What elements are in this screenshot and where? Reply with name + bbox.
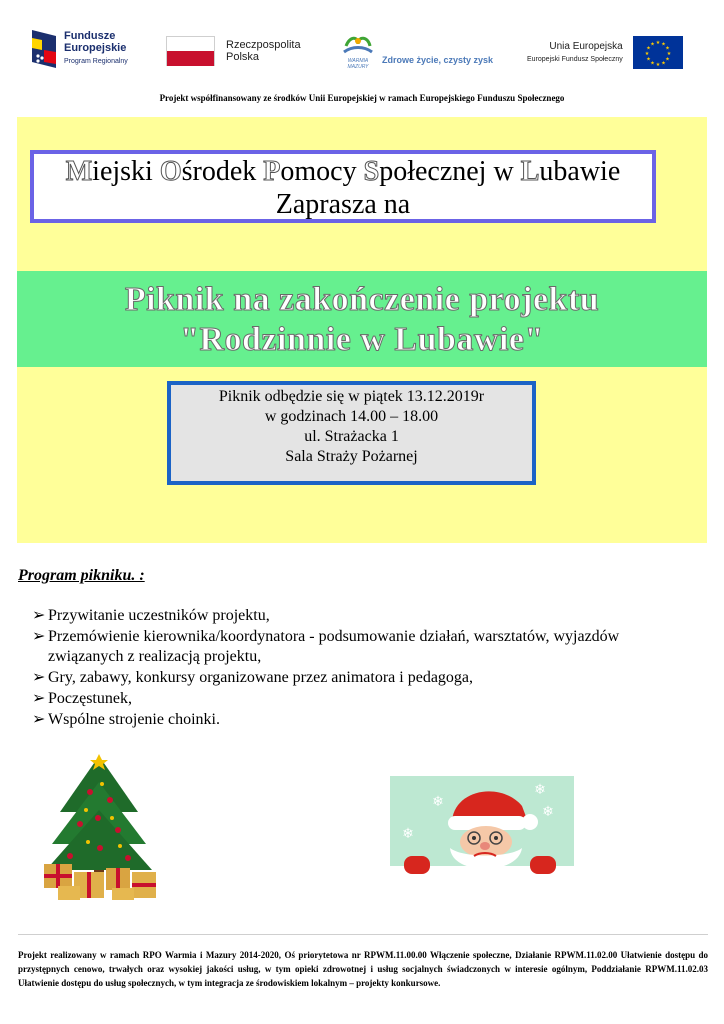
list-item-text: Przemówienie kierownika/koordynatora - podsumowanie działań, warsztatów, wyjazdów związanych z realizacją projektu,	[48, 628, 620, 665]
fundusze-line3: Program Regionalny	[64, 58, 128, 65]
rzeczpospolita-polska-logo	[166, 36, 301, 66]
list-item	[32, 668, 692, 688]
fundusze-europejskie-text	[64, 30, 128, 68]
word-initial: O	[159, 156, 182, 187]
inviter-word	[160, 156, 256, 187]
arrow-bullet-icon: ➢	[32, 628, 46, 645]
word-initial: L	[520, 156, 540, 187]
fundusze-line1: Fundusze	[64, 30, 116, 42]
fundusze-europejskie-logo	[32, 30, 128, 68]
svg-text:MAZURY: MAZURY	[347, 64, 369, 70]
inviter-word	[364, 156, 487, 187]
event-title-line2: "Rodzinnie w Lubawie"	[180, 321, 544, 358]
fundusze-europejskie-icon	[32, 30, 56, 68]
svg-text:❄: ❄	[402, 826, 414, 842]
svg-text:❄: ❄	[432, 794, 444, 810]
list-item-text: Przywitanie uczestników projektu,	[48, 607, 270, 624]
event-address: ul. Strażacka 1	[304, 428, 399, 445]
list-item-text: Poczęstunek,	[48, 690, 132, 707]
arrow-bullet-icon: ➢	[32, 690, 46, 707]
program-heading: Program pikniku. :	[18, 567, 145, 584]
event-time: w godzinach 14.00 – 18.00	[264, 408, 439, 425]
inviter-word	[493, 156, 513, 187]
svg-text:★: ★	[649, 60, 655, 67]
rzeczpospolita-line2: Polska	[226, 51, 260, 63]
list-item	[32, 689, 692, 709]
list-item-text: Wspólne strojenie choinki.	[48, 711, 220, 728]
svg-text:★: ★	[664, 45, 670, 52]
svg-text:★: ★	[660, 60, 666, 67]
rzeczpospolita-line1: Rzeczpospolita	[226, 39, 301, 51]
warmia-mazury-logo	[342, 34, 493, 70]
unia-europejska-text	[527, 40, 623, 66]
christmas-tree-image	[40, 752, 158, 900]
santa-claus-image	[390, 776, 574, 890]
inviter-box	[30, 150, 656, 223]
word-rest: iejski	[92, 156, 153, 187]
svg-text:★: ★	[644, 51, 649, 57]
footer-text: Projekt realizowany w ramach RPO Warmia i Mazury 2014-2020, Oś priorytetowa nr RPWM.11.00.00 Włączenie społeczne, Działanie RPWM.11.02.00 Ułatwienie dostępu do przystępnych cenowo, trwałych oraz wysokiej jakości usług, w tym opieki zdrowotnej i usług socjalnych świadczonych w interesie ogólnym, Poddziałanie RPWM.11.02.03 Ułatwienie dostępu do usług społecznych, w tym integracja ze środowiskiem lokalnym – projekty konkursowe.	[18, 950, 708, 988]
svg-text:❄: ❄	[542, 804, 554, 820]
warmia-mazury-icon	[342, 34, 374, 70]
event-details-box	[167, 381, 536, 485]
event-date: Piknik odbędzie się w piątek 13.12.2019r	[218, 388, 485, 405]
arrow-bullet-icon: ➢	[32, 669, 46, 686]
list-item	[32, 627, 692, 667]
rzeczpospolita-text	[226, 39, 301, 63]
unia-line2: Europejski Fundusz Społeczny	[527, 55, 623, 63]
svg-text:★: ★	[655, 40, 660, 46]
arrow-bullet-icon: ➢	[32, 607, 46, 624]
logo-bar	[0, 0, 724, 90]
inviter-word	[521, 156, 621, 187]
list-item-text: Gry, zabawy, konkursy organizowane przez animatora i pedagoga,	[48, 669, 474, 686]
svg-text:★: ★	[655, 62, 660, 68]
word-rest: w	[493, 156, 514, 187]
inviter-word	[66, 156, 153, 187]
svg-text:★: ★	[649, 41, 655, 48]
event-title-line1: Piknik na zakończenie projektu	[124, 281, 600, 318]
inviter-name	[34, 154, 652, 190]
word-initial: P	[263, 156, 281, 187]
cofinancing-note: Projekt współfinansowany ze środków Unii Europejskiej w ramach Europejskiego Funduszu Społecznego	[159, 93, 565, 103]
svg-text:★: ★	[660, 41, 666, 48]
word-rest: środek	[181, 156, 257, 187]
list-item	[32, 710, 692, 730]
fundusze-line2: Europejskie	[64, 42, 127, 54]
arrow-bullet-icon: ➢	[32, 711, 46, 728]
word-rest: połecznej	[379, 156, 487, 187]
word-initial: M	[65, 156, 93, 187]
program-list	[32, 606, 692, 731]
word-rest: ubawie	[539, 156, 621, 187]
word-initial: S	[363, 156, 380, 187]
svg-text:❄: ❄	[534, 782, 546, 798]
polish-flag-icon	[166, 36, 215, 66]
svg-text:★: ★	[645, 45, 651, 52]
footer-divider	[18, 934, 708, 935]
svg-text:★: ★	[666, 51, 671, 57]
invitation-phrase: Zaprasza na	[275, 189, 411, 220]
inviter-word	[263, 156, 356, 187]
word-rest: omocy	[280, 156, 357, 187]
svg-text:★: ★	[645, 56, 651, 63]
unia-line1: Unia Europejska	[549, 40, 623, 52]
svg-text:★: ★	[664, 56, 670, 63]
unia-europejska-logo	[527, 36, 683, 69]
title-band	[17, 271, 707, 367]
event-venue: Sala Straży Pożarnej	[285, 448, 418, 465]
warmia-mazury-slogan: Zdrowe życie, czysty zysk	[382, 55, 494, 65]
eu-flag-icon	[633, 36, 683, 69]
svg-text:WARMIA: WARMIA	[347, 58, 369, 64]
list-item	[32, 606, 692, 626]
